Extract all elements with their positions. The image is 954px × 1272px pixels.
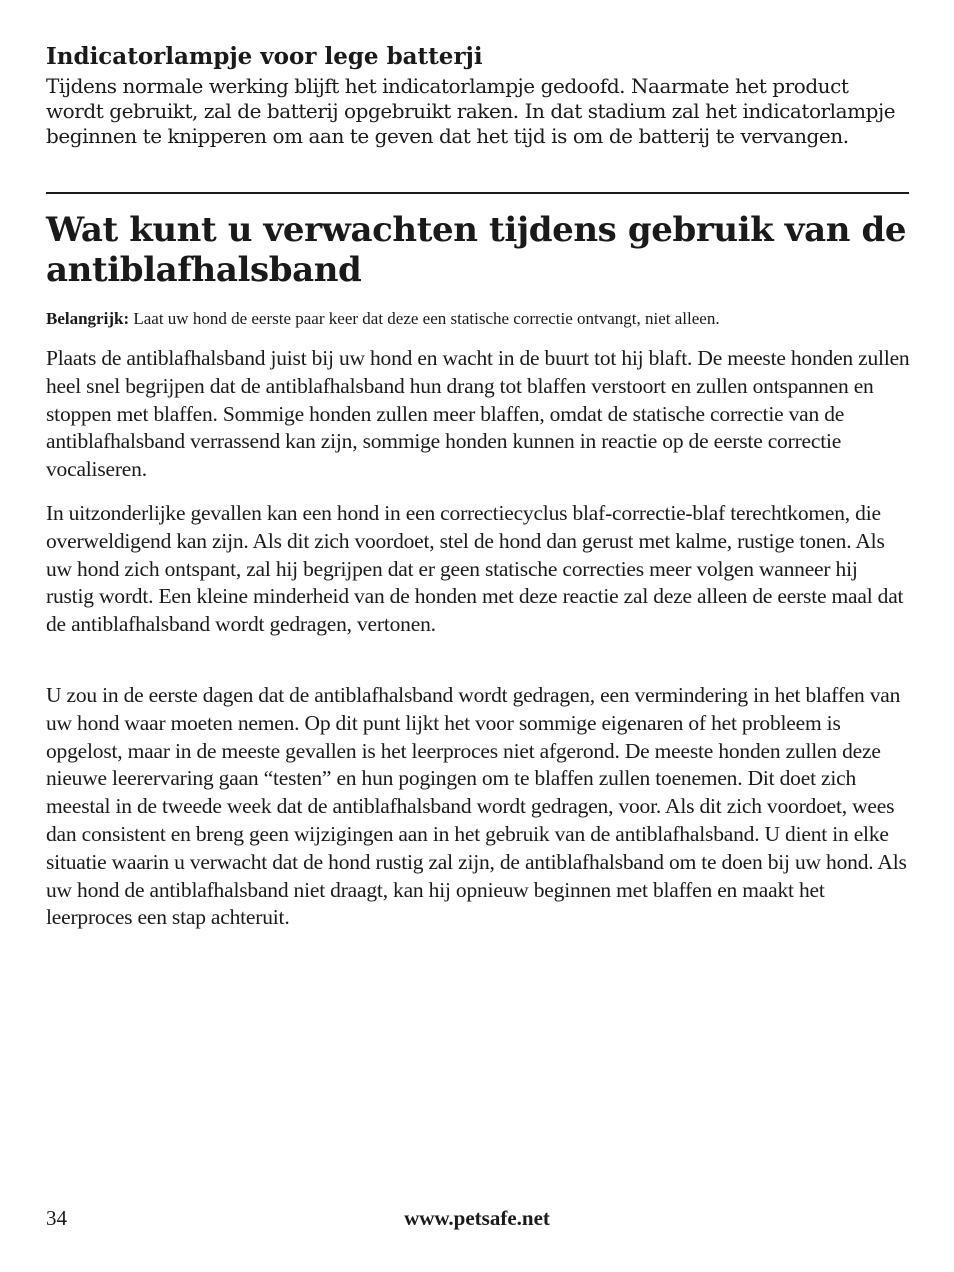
section-divider (46, 192, 909, 194)
battery-indicator-text: Tijdens normale werking blijft het indicatorlampje gedoofd. Naarmate het product wordt gebruikt, zal de batterij opgebruikt raken. In dat stadium zal het indicatorlampje beginnen te knipperen om aan te geven dat het tijd is om de batterij te vervangen. (46, 74, 896, 148)
page-title: Wat kunt u verwachten tijdens gebruik van de antiblafhalsband (46, 210, 907, 290)
paragraph-first-use: Plaats de antiblafhalsband juist bij uw hond en wacht in de buurt tot hij blaft. De meeste honden zullen heel snel begrijpen dat de antiblafhalsband hun drang tot blaffen verstoort en zullen ontspannen en stoppen met blaffen. Sommige honden zullen meer blaffen, omdat de statische correctie van de antiblafhalsband verrassend kan zijn, sommige honden kunnen in reactie op de eerste correctie vocaliseren. (46, 346, 910, 482)
footer-url-text[interactable]: www.petsafe.net (404, 1206, 550, 1230)
paragraph-correction-cycle: In uitzonderlijke gevallen kan een hond in een correctiecyclus blaf-correctie-blaf terechtkomen, die overweldigend kan zijn. Als dit zich voordoet, stel de hond dan gerust met kalme, rustige tonen. Als uw hond zich ontspant, zal hij begrijpen dat er geen statische correcties meer volgen wanneer hij rustig wordt. Een kleine minderheid van de honden met deze reactie zal deze alleen de eerste maal dat de antiblafhalsband wordt gedragen, vertonen. (46, 501, 904, 637)
important-label: Belangrijk: (46, 309, 130, 328)
footer-url[interactable] (0, 1205, 954, 1231)
important-text: Laat uw hond de eerste paar keer dat deze een statische correctie ontvangt, niet alleen. (129, 309, 720, 328)
battery-indicator-heading: Indicatorlampje voor lege batterji (46, 43, 483, 70)
paragraph-first-days: U zou in de eerste dagen dat de antiblafhalsband wordt gedragen, een vermindering in het blaffen van uw hond waar moeten nemen. Op dit punt lijkt het voor sommige eigenaren of het probleem is opgelost, maar in de meeste gevallen is het leerproces niet afgerond. De meeste honden zullen deze nieuwe leerervaring gaan “testen” en hun pogingen om te blaffen zullen toenemen. Dit doet zich meestal in de tweede week dat de antiblafhalsband wordt gedragen, voor. Als dit zich voordoet, wees dan consistent en breng geen wijzigingen aan in het gebruik van de antiblafhalsband. U dient in elke situatie waarin u verwacht dat de hond rustig zal zijn, de antiblafhalsband om te doen bij uw hond. Als uw hond de antiblafhalsband niet draagt, kan hij opnieuw beginnen met blaffen en maakt het leerproces een stap achteruit. (46, 683, 907, 930)
page-number: 34 (46, 1206, 67, 1230)
important-note (46, 307, 916, 331)
